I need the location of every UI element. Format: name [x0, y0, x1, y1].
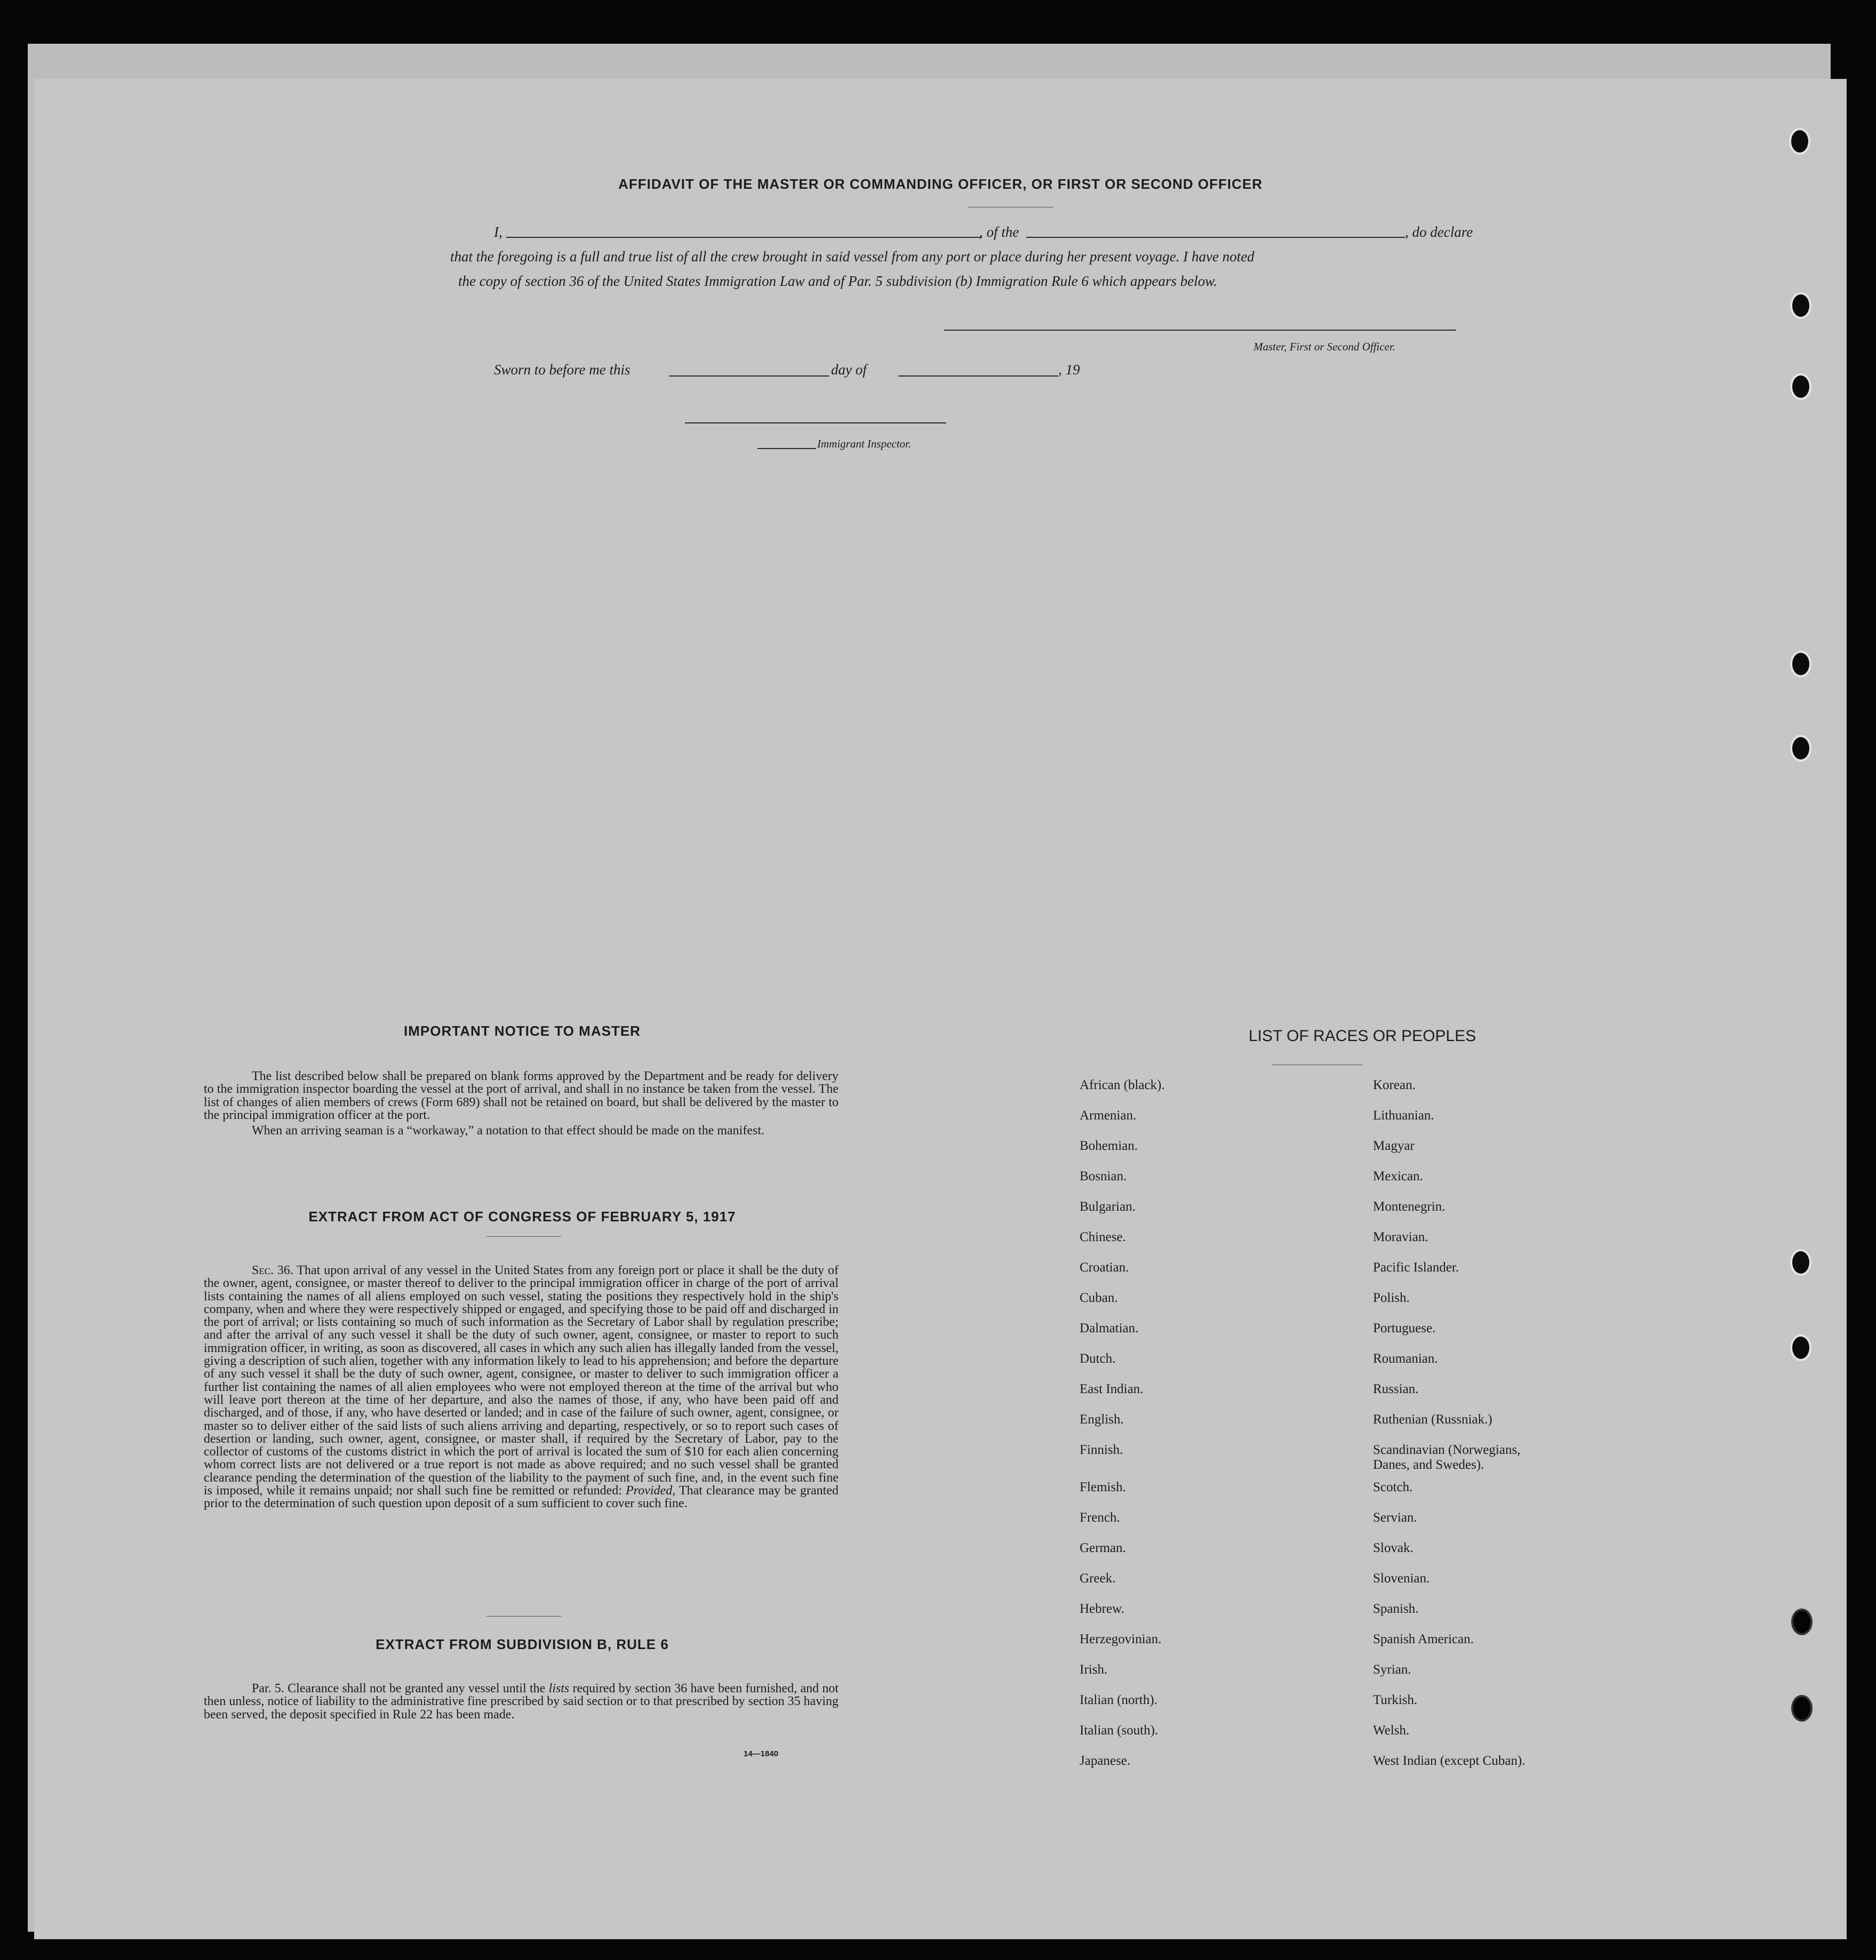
race-item: Croatian. — [1080, 1260, 1129, 1275]
race-item: Finnish. — [1080, 1443, 1123, 1457]
notice-title: IMPORTANT NOTICE TO MASTER — [404, 1023, 641, 1039]
notice-paragraph-1: The list described below shall be prepared on blank forms approved by the Department and be ready for delivery to the immigration inspector boarding the vessel at the port of arrival, and shall in no instance be taken from the vessel. The list of changes of alien members of crews (Form 689) shall not be retained on board, but shall be delivered by the master to the principal immigration officer at the port. — [204, 1069, 839, 1122]
race-item: Flemish. — [1080, 1480, 1126, 1494]
race-item: Dutch. — [1080, 1351, 1116, 1366]
race-item: Cuban. — [1080, 1291, 1118, 1305]
i-label: I, — [494, 224, 502, 240]
act-title-rule — [486, 1236, 561, 1237]
inspector-signature-line — [685, 422, 946, 423]
binder-hole — [1790, 1249, 1811, 1276]
race-item: Italian (south). — [1080, 1723, 1159, 1738]
race-item: African (black). — [1080, 1078, 1165, 1092]
section-label: Sec. 36. — [252, 1263, 293, 1277]
rule-extract-title: EXTRACT FROM SUBDIVISION B, RULE 6 — [376, 1636, 669, 1652]
race-item: Slovak. — [1373, 1541, 1414, 1555]
races-right-column — [1373, 1078, 1525, 1784]
race-item: Irish. — [1080, 1662, 1108, 1677]
race-item: Bulgarian. — [1080, 1199, 1136, 1214]
race-item: Italian (north). — [1080, 1693, 1157, 1707]
race-item: French. — [1080, 1510, 1120, 1525]
race-item: German. — [1080, 1541, 1126, 1555]
form-page — [34, 79, 1847, 1939]
section-36-text — [204, 1264, 839, 1510]
rule-body-start: Par. 5. Clearance shall not be granted any vessel until the — [252, 1682, 546, 1695]
race-item: Hebrew. — [1080, 1602, 1124, 1616]
provided-word: Provided, — [626, 1484, 676, 1498]
races-title: LIST OF RACES OR PEOPLES — [1248, 1027, 1476, 1045]
race-item: Greek. — [1080, 1571, 1116, 1586]
binder-hole — [1791, 1695, 1813, 1722]
sworn-day-blank — [669, 375, 829, 377]
sworn-month-blank — [898, 375, 1058, 377]
inspector-caption: Immigrant Inspector. — [817, 437, 912, 450]
inspector-prefix-blank — [757, 448, 816, 449]
lists-word: lists — [548, 1682, 570, 1695]
rule-divider — [486, 1616, 561, 1617]
race-item: Syrian. — [1373, 1662, 1411, 1677]
binder-hole — [1790, 1334, 1811, 1361]
race-item: Spanish American. — [1373, 1632, 1474, 1646]
race-item: Lithuanian. — [1373, 1108, 1434, 1123]
race-item: Polish. — [1373, 1291, 1410, 1305]
race-item: Portuguese. — [1373, 1321, 1436, 1335]
race-item: Herzegovinian. — [1080, 1632, 1162, 1646]
race-item: Dalmatian. — [1080, 1321, 1139, 1335]
race-item: Turkish. — [1373, 1693, 1418, 1707]
race-item: Spanish. — [1373, 1602, 1419, 1616]
binder-hole — [1790, 292, 1811, 319]
of-the-label: , of the — [979, 224, 1019, 240]
races-left-column — [1080, 1078, 1165, 1784]
race-item: Roumanian. — [1373, 1351, 1438, 1366]
day-of-label: day of — [831, 362, 867, 378]
section-body: That upon arrival of any vessel in the United States from any foreign port or place it shall be the duty of the owner, agent, consignee, or master thereof to deliver to the principal immigration officer in charge of the port of arrival lists containing the names of all aliens employed on such vessel, stating the positions they respectively hold in the ship's company, when and where they were respectively shipped or engaged, and specifying those to be paid off and discharged in the port of arrival; or lists containing so much of such information as the Secretary of Labor shall by regulation prescribe; and after the arrival of any such vessel it shall be the duty of such owner, agent, consignee, or master to report to such immigration officer, in writing, as soon as discovered, all cases in which any such alien has illegally landed from the vessel, giving a description of such alien, together with any information likely to lead to his apprehension; and before the departure of any such vessel it shall be the duty of such owner, agent, consignee, or master to deliver to such immigration officer a further list containing the names of all alien employees who were not employed thereon at the time of the arrival but who will leave port thereon at the time of her departure, and also the names of those, if any, who have been paid off and discharged, and of those, if any, who have deserted or landed; and in case of the failure of such owner, agent, consignee, or master so to deliver either of the said lists of such aliens arriving and departing, respectively, or so to report such cases of desertion or landing, such owner, agent, consignee, or master shall, if required by the Secretary of Labor, pay to the collector of customs of the customs district in which the port of arrival is located the sum of $10 for each alien concerning whom correct lists are not delivered or a true report is not made as above required; and no such vessel shall be granted clearance pending the determination of the question of the liability to the payment of such fine, and, in the event such fine is imposed, while it remains unpaid; nor shall such fine be remitted or refunded: — [204, 1263, 839, 1498]
sworn-label: Sworn to before me this — [494, 362, 630, 378]
binder-hole — [1790, 651, 1811, 677]
race-item: Montenegrin. — [1373, 1199, 1446, 1214]
race-item: Moravian. — [1373, 1230, 1428, 1244]
year-label: , 19 — [1058, 362, 1080, 378]
race-item: Servian. — [1373, 1510, 1417, 1525]
race-item: English. — [1080, 1412, 1124, 1427]
race-item: Magyar — [1373, 1139, 1415, 1153]
name-blank — [506, 237, 981, 238]
affidavit-line-1 — [494, 224, 502, 241]
act-extract-title: EXTRACT FROM ACT OF CONGRESS OF FEBRUARY 5, 1917 — [308, 1209, 736, 1225]
race-item: Mexican. — [1373, 1169, 1423, 1183]
affidavit-line-2: that the foregoing is a full and true list of all the crew brought in said vessel from any port or place during her present voyage. I have noted — [450, 249, 1255, 265]
race-item: Korean. — [1373, 1078, 1416, 1092]
master-signature-line — [944, 330, 1456, 331]
form-number: 14—1840 — [744, 1749, 779, 1758]
race-item: Japanese. — [1080, 1754, 1131, 1768]
race-item: Chinese. — [1080, 1230, 1126, 1244]
race-item: Pacific Islander. — [1373, 1260, 1459, 1275]
vessel-blank — [1026, 237, 1405, 238]
race-item: Armenian. — [1080, 1108, 1137, 1123]
binder-hole — [1790, 735, 1811, 762]
binder-hole — [1790, 373, 1811, 400]
rule-body-end: required by section 36 have been furnished, and not then unless, notice of liability to the administrative fine prescribed by said section or to that prescribed by section 35 having been served, the deposit specified in Rule 22 has been made. — [204, 1682, 839, 1722]
binder-hole — [1791, 1609, 1813, 1635]
race-item: East Indian. — [1080, 1382, 1144, 1396]
notice-paragraph-2: When an arriving seaman is a “workaway,” a notation to that effect should be made on the manifest. — [252, 1124, 764, 1138]
race-item: Scandinavian (Norwegians, Danes, and Swedes). — [1373, 1443, 1521, 1472]
section-body-end: That clearance may be granted prior to the determination of such question upon deposit of a sum sufficient to cover such fine. — [204, 1484, 839, 1511]
race-item: Welsh. — [1373, 1723, 1410, 1738]
race-item: West Indian (except Cuban). — [1373, 1754, 1526, 1768]
rule-6-text — [204, 1682, 839, 1721]
affidavit-line-3: the copy of section 36 of the United States Immigration Law and of Par. 5 subdivision (b) Immigration Rule 6 which appears below. — [458, 273, 1217, 289]
race-item: Bosnian. — [1080, 1169, 1127, 1183]
race-item: Scotch. — [1373, 1480, 1413, 1494]
affidavit-title: AFFIDAVIT OF THE MASTER OR COMMANDING OFFICER, OR FIRST OR SECOND OFFICER — [618, 176, 1263, 192]
race-item: Russian. — [1373, 1382, 1419, 1396]
binder-hole — [1789, 128, 1810, 155]
master-caption: Master, First or Second Officer. — [1254, 340, 1395, 353]
declare-label: , do declare — [1405, 224, 1473, 240]
race-item: Bohemian. — [1080, 1139, 1138, 1153]
race-item: Slovenian. — [1373, 1571, 1430, 1586]
race-item: Ruthenian (Russniak.) — [1373, 1412, 1492, 1427]
